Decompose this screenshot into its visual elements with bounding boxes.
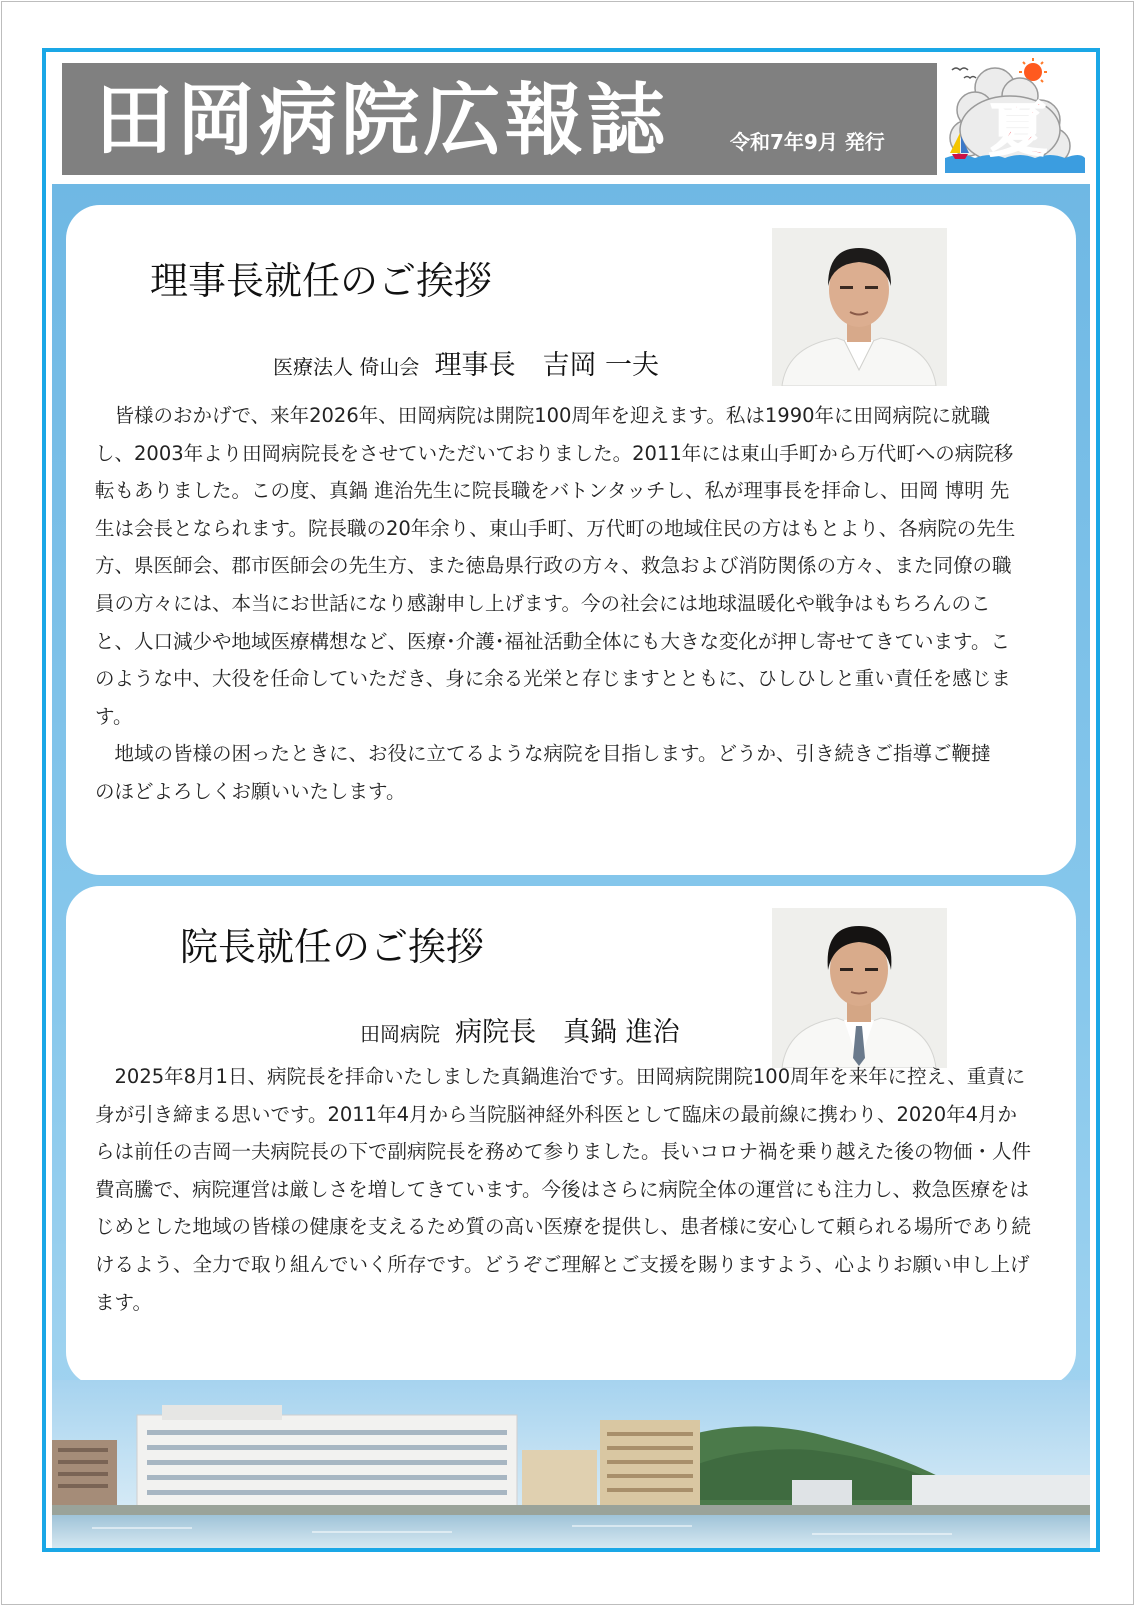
season-label: 夏 — [988, 96, 1048, 164]
director-heading: 院長就任のご挨拶 — [180, 925, 485, 969]
director-message — [95, 1058, 1035, 1321]
chairman-message — [95, 397, 1020, 811]
director-org: 田岡病院 — [360, 1022, 440, 1046]
chairman-name: 理事長 吉岡 一夫 — [434, 350, 660, 381]
chairman-paragraph: 地域の皆様の困ったときに、お役に立てるような病院を目指します。どうか、引き続きご指導ご鞭撻のほどよろしくお願いいたします。 — [95, 742, 991, 803]
chairman-signature — [273, 343, 659, 382]
chairman-photo — [772, 228, 947, 386]
hospital-photo — [52, 1380, 1090, 1548]
director-name: 病院長 真鍋 進治 — [455, 1017, 680, 1048]
newsletter-title: 田岡病院広報誌 — [95, 76, 670, 166]
director-signature — [360, 1010, 680, 1049]
director-paragraph: 2025年8月1日、病院長を拝命いたしました真鍋進治です。田岡病院開院100周年を来年に控え、重責に身が引き締まる思いです。2011年4月から当院脳神経外科医として臨床の最前線に携わり、2020年4月からは前任の吉岡一夫病院長の下で副病院長を務めて参りました。長いコロナ禍を乗り越えた後の物価・人件費高騰で、病院運営は厳しさを増してきています。今後はさらに病院全体の運営にも注力し、救急医療をはじめとした地域の皆様の健康を支えるため質の高い医療を提供し、患者様に安心して頼られる場所であり続けるよう、全力で取り組んでいく所存です。どうぞご理解とご支援を賜りますよう、心よりお願い申し上げます。 — [95, 1065, 1032, 1314]
summer-badge — [940, 58, 1090, 173]
director-photo — [772, 908, 947, 1068]
issue-date: 令和7年9月 発行 — [730, 130, 885, 154]
chairman-org: 医療法人 倚山会 — [273, 355, 420, 379]
chairman-heading: 理事長就任のご挨拶 — [150, 259, 493, 303]
cloud-sun-icon — [940, 58, 1090, 173]
chairman-paragraph: 皆様のおかげで、来年2026年、田岡病院は開院100周年を迎えます。私は1990年に田岡病院に就職し、2003年より田岡病院長をさせていただいておりました。2011年には東山手町から万代町への病院移転もありました。この度、真鍋 進治先生に院長職をバトンタッチし、私が理事長を拝命し、田岡 博明 先生は会長となられます。院長職の20年余り、東山手町、万代町の地域住民の方はもとより、各病院の先生方、県医師会、郡市医師会の先生方、また徳島県行政の方々、救急および消防関係の方々、また同僚の職員の方々には、本当にお世話になり感謝申し上げます。今の社会には地球温暖化や戦争はもちろんのこと、人口減少や地域医療構想など、医療･介護･福祉活動全体にも大きな変化が押し寄せてきています。このような中、大役を任命していただき、身に余る光栄と存じますとともに、ひしひしと重い責任を感じます。 — [95, 404, 1016, 728]
